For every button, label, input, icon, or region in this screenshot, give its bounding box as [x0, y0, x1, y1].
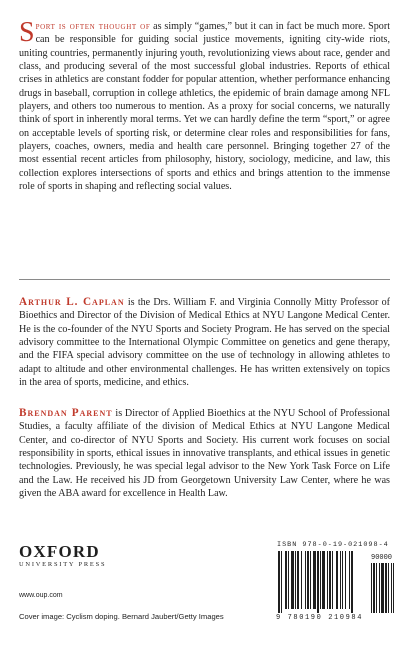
- cover-image-credit: Cover image: Cyclism doping. Bernard Jaubert/Getty Images: [19, 612, 224, 621]
- barcode-bar: [278, 551, 280, 613]
- author-bio-text: is Director of Applied Bioethics at the NYU School of Professional Studies, a faculty affiliate of the division of Medical Ethics at NYU Langone Medical Center, and co-director of NYU Sports and Society. His current work focuses on social responsibility in sports, ethical issues in innovative transplants, and ethical issues in genetic technologies. Previously, he was special legal advisor to the New York Task Force on Life and the Law. He received his JD from Georgetown University Law Center, where he was given the ABA award for excellence in Health Law.: [19, 408, 390, 500]
- barcode-bar: [285, 551, 287, 609]
- price-code: 90000: [371, 554, 393, 562]
- addon-barcode-bar: [391, 563, 392, 613]
- barcode-bar: [310, 551, 311, 609]
- barcode-bar: [332, 551, 333, 609]
- barcode-bar: [329, 551, 331, 609]
- barcode: [276, 551, 394, 613]
- barcode-bar: [320, 551, 321, 609]
- addon-barcode-bar: [393, 563, 394, 613]
- author-bio-caplan: [19, 296, 390, 389]
- addon-barcode-bar: [376, 563, 377, 613]
- addon-barcode-bar: [379, 563, 380, 613]
- addon-barcode-bar: [381, 563, 384, 613]
- isbn-label: ISBN 978-0-19-021098-4: [277, 541, 389, 549]
- book-description: [19, 17, 390, 193]
- barcode-graphic: [276, 551, 394, 613]
- barcode-bar: [345, 551, 346, 609]
- barcode-bar: [322, 551, 325, 609]
- barcode-bar: [349, 551, 350, 609]
- description-lead-in: port is often thought of: [35, 21, 151, 32]
- author-name: Arthur L. Caplan: [19, 296, 125, 308]
- barcode-bar: [305, 551, 306, 609]
- description-text: as simply “games,” but it can in fact be much more. Sport can be responsible for guiding social justice movements, igniting city-wide riots, uniting countries, permanently injuring youth, revolutionizing views about race, gender and class, and producing several of the most successful global industries. Reports of ethical crises in athletics are constant fodder for popular attention, whether performance enhancing drugs in baseball, corruption in college athletics, the epidemic of brain damage among NFL players, and others too numerous to mention. As a proxy for social concerns, we naturally think of sport in inherently moral terms. Yet we can hardly define the term “sport,” or agree on acceptable levels of sporting risk, or determine clear roles and responsibilities for fans, players, coaches, owners, media and health care personnel. Bringing together 27 of the most essential recent articles from philosophy, history, sociology, medicine, and law, this collection explores intersections of sports and ethics and brings attention to the immense role of sports in shaping and reflecting social values.: [19, 21, 390, 193]
- barcode-bar: [340, 551, 341, 609]
- barcode-bar: [313, 551, 316, 609]
- section-divider: [19, 279, 390, 280]
- author-bio-text: is the Drs. William F. and Virginia Connolly Mitty Professor of Bioethics and Director of the Division of Medical Ethics at NYU Langone Medical Center. He is the co-founder of the NYU Sports and Society Program. He has served on the special advisory committee to the International Olympic Committee on genetics and gene therapy, and the FIFA special advisory committee on the use of technology in allowing athletes to adapt to altitude and other environmental challenges. He has written extensively on topics in the area of sports, medicine, and ethics.: [19, 297, 390, 389]
- barcode-bar: [301, 551, 302, 609]
- author-name: Brendan Parent: [19, 407, 113, 419]
- publisher-logo-subtitle: UNIVERSITY PRESS: [19, 561, 107, 568]
- author-bio-parent: [19, 407, 390, 500]
- addon-barcode-bar: [371, 563, 372, 613]
- barcode-bar: [307, 551, 309, 609]
- barcode-bar: [342, 551, 343, 609]
- addon-barcode-bar: [373, 563, 375, 613]
- addon-barcode-bar: [385, 563, 387, 613]
- barcode-bar: [351, 551, 353, 613]
- barcode-bar: [281, 551, 282, 613]
- publisher-url: www.oup.com: [19, 592, 63, 599]
- barcode-bar: [336, 551, 338, 609]
- barcode-bar: [297, 551, 299, 609]
- barcode-bar: [327, 551, 328, 609]
- drop-cap: S: [19, 17, 35, 48]
- publisher-logo: OXFORD: [19, 542, 100, 561]
- barcode-digits: 9 780190 210984: [276, 614, 364, 622]
- barcode-bar: [317, 551, 319, 613]
- addon-barcode-bar: [388, 563, 389, 613]
- barcode-bar: [291, 551, 294, 609]
- barcode-bar: [295, 551, 296, 609]
- barcode-bar: [288, 551, 289, 609]
